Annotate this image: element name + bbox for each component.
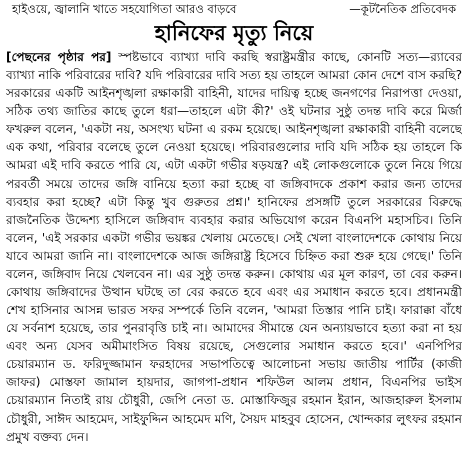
article-headline: হানিফের মৃত্যু নিয়ে — [154, 21, 314, 45]
previous-article-text: হাইওয়ে, জ্বালানি খাতে সহযোগিতা আরও বাড়বে — [12, 2, 237, 16]
article-body — [6, 48, 462, 446]
previous-article-byline: —কূটনৈতিক প্রতিবেদক — [349, 2, 456, 16]
continuation-marker: [পেছনের পৃষ্ঠার পর] — [6, 50, 112, 64]
previous-article-tail — [6, 0, 462, 20]
article-body-text: স্পষ্টভাবে ব্যাখ্যা দাবি করছি স্বরাষ্ট্রমন্ত্রীর কাছে, কোনটি সত্য—র‌্যাবের ব্যাখ্যা নাকি পরিবারের দাবি? যদি পরিবারের দাবি সত্য হয় তাহলে আমরা কোন দেশে বাস করছি? সরকারের একটি আইনশৃঙ্খলা রক্ষাকারী বাহিনী, যাদের দায়িত্ব হচ্ছে জনগণের নিরাপত্তা দেওয়া, সঠিক তথ্য জাতির কাছে তুলে ধরা—তাহলে এটা কী?' ওই ঘটনার সুষ্ঠু তদন্ত দাবি করে মির্জা ফখরুল বলেন, 'একটা নয়, অসংখ্য ঘটনা এ রকম হয়েছে। আইনশৃঙ্খলা রক্ষাকারী বাহিনী বলেছে এক কথা, পরিবার বলেছে তুলে নেওয়া হয়েছে। পরিবারগুলোর দাবি যদি সঠিক হয় তাহলে কি আমরা এই দাবি করতে পারি যে, এটা একটা গভীর ষড়যন্ত্র? এই লোকগুলোকে তুলে নিয়ে গিয়ে পরবর্তী সময়ে তাদের জঙ্গি বানিয়ে হত্যা করা হচ্ছে বা জঙ্গিবাদকে প্রকাশ করার জন্য তাদের ব্যবহার করা হচ্ছে? এটা কিন্তু খুব গুরুতর প্রশ্ন।' হানিফের প্রসঙ্গটি তুলে সরকারের বিরুদ্ধে রাজনৈতিক উদ্দেশ্য হাসিলে জঙ্গিবাদ ব্যবহার করার অভিযোগ করেন বিএনপি মহাসচিব। তিনি বলেন, 'এই সরকার একটা গভীর ভয়ঙ্কর খেলায় মেতেছে। সেই খেলা বাংলাদেশকে কোথায় নিয়ে যাবে আমরা জানি না। বাংলাদেশকে আজ জঙ্গিরাষ্ট্র হিসেবে চিহ্নিত করা শুরু হয়ে গেছে।' তিনি বলেন, জঙ্গিবাদ নিয়ে খেলবেন না। এর সুষ্ঠু তদন্ত করুন। কোথায় এর মূল কারণ, তা বের করুন। কোথায় জঙ্গিবাদের উত্থান ঘটছে তা বের করতে হবে এবং এর সমাধান করতে হবে। প্রধানমন্ত্রী শেখ হাসিনার আসন্ন ভারত সফর সম্পর্কে তিনি বলেন, 'আমরা তিস্তার পানি চাই। ফারাক্কা বাঁধে যে সর্বনাশ হয়েছে, তার পুনরাবৃত্তি চাই না। আমাদের সীমান্তে যেন অন্যায়ভাবে হত্যা করা না হয় এবং অন্য যেসব অমীমাংসিত বিষয় রয়েছে, সেগুলোর সমাধান করতে হবে।' এনপিপির চেয়ারম্যান ড. ফরিদুজ্জামান ফরহাদের সভাপতিত্বে আলোচনা সভায় জাতীয় পার্টির (কাজী জাফর) মোস্তফা জামাল হায়দার, জাগপা-প্রধান শফিউল আলম প্রধান, বিএনপির ভাইস চেয়ারম্যান নিতাই রায় চৌধুরী, জেপি নেতা ড. মোস্তাফিজুর রহমান ইরান, আজহারুল ইসলাম চৌধুরী, সাঈদ আহমেদ, সাইফুদ্দিন আহমেদ মণি, সৈয়দ মাহবুব হোসেন, খোন্দকার লুৎফর রহমান প্রমুখ বক্তব্য দেন। — [6, 50, 462, 444]
